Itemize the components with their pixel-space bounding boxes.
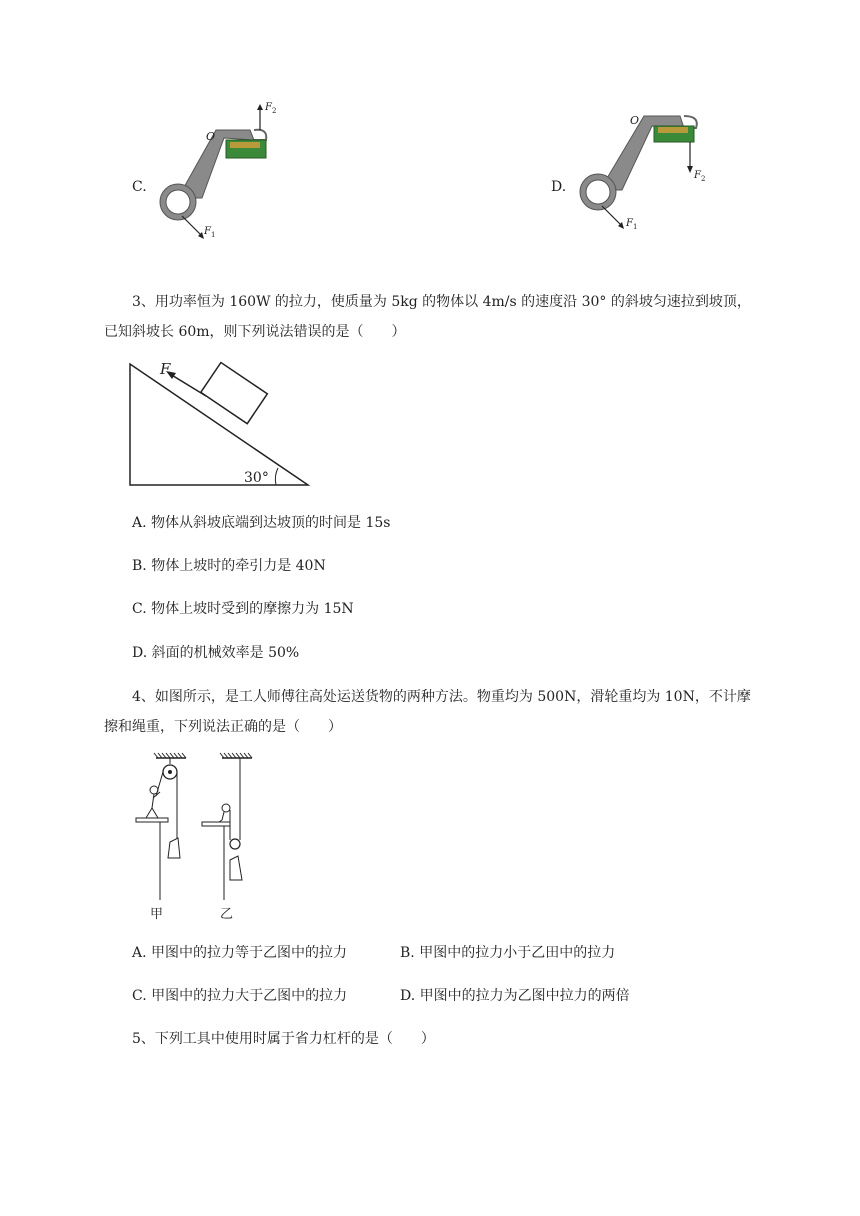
c-pivot-label: O [206, 130, 216, 143]
q3-stem-line1: 3、用功率恒为 160W 的拉力，使质量为 5kg 的物体以 4m/s 的速度沿 30° 的斜坡匀速拉到坡顶， [132, 294, 751, 310]
q4-option-d: D. 甲图中的拉力为乙图中拉力的两倍 [400, 988, 630, 1004]
d-f2-label: F [694, 170, 701, 181]
d-pivot-label: O [630, 114, 640, 127]
figure-incline [128, 360, 313, 490]
q4-option-b: B. 甲图中的拉力小于乙田中的拉力 [400, 945, 616, 961]
q4-stem-line1: 4、如图所示，是工人师傅往高处运送货物的两种方法。物重均为 500N，滑轮重均为 10N，不计摩 [132, 689, 751, 705]
figure-lever-d [572, 96, 722, 246]
pulley-label-yi: 乙 [220, 907, 234, 922]
option-c-label: C. [132, 179, 147, 195]
c-f1-sub: 1 [211, 231, 216, 239]
q3-stem-line2: 已知斜坡长 60m，则下列说法错误的是（ ） [104, 324, 406, 340]
c-f1-label: F [204, 226, 211, 237]
d-f1-sub: 1 [633, 223, 638, 231]
q4-option-c: C. 甲图中的拉力大于乙图中的拉力 [132, 988, 348, 1004]
figure-lever-c [150, 98, 290, 248]
q3-option-c: C. 物体上坡时受到的摩擦力为 15N [132, 601, 354, 617]
incline-angle-label: 30° [244, 470, 269, 486]
figure-pulleys [130, 750, 270, 925]
option-d-label: D. [551, 179, 567, 195]
q5-stem-line1: 5、下列工具中使用时属于省力杠杆的是（ ） [132, 1031, 435, 1047]
q4-stem-line2: 擦和绳重，下列说法正确的是（ ） [104, 719, 342, 735]
q3-option-a: A. 物体从斜坡底端到达坡顶的时间是 15s [132, 515, 391, 531]
incline-force-label: F [160, 360, 171, 378]
c-f2-label: F [265, 102, 272, 113]
c-f2-sub: 2 [272, 107, 277, 115]
q4-option-a: A. 甲图中的拉力等于乙图中的拉力 [132, 945, 348, 961]
pulley-label-jia: 甲 [150, 907, 164, 922]
q3-option-d: D. 斜面的机械效率是 50% [132, 645, 300, 661]
d-f2-sub: 2 [701, 175, 706, 183]
d-f1-label: F [626, 218, 633, 229]
q3-option-b: B. 物体上坡时的牵引力是 40N [132, 558, 326, 574]
